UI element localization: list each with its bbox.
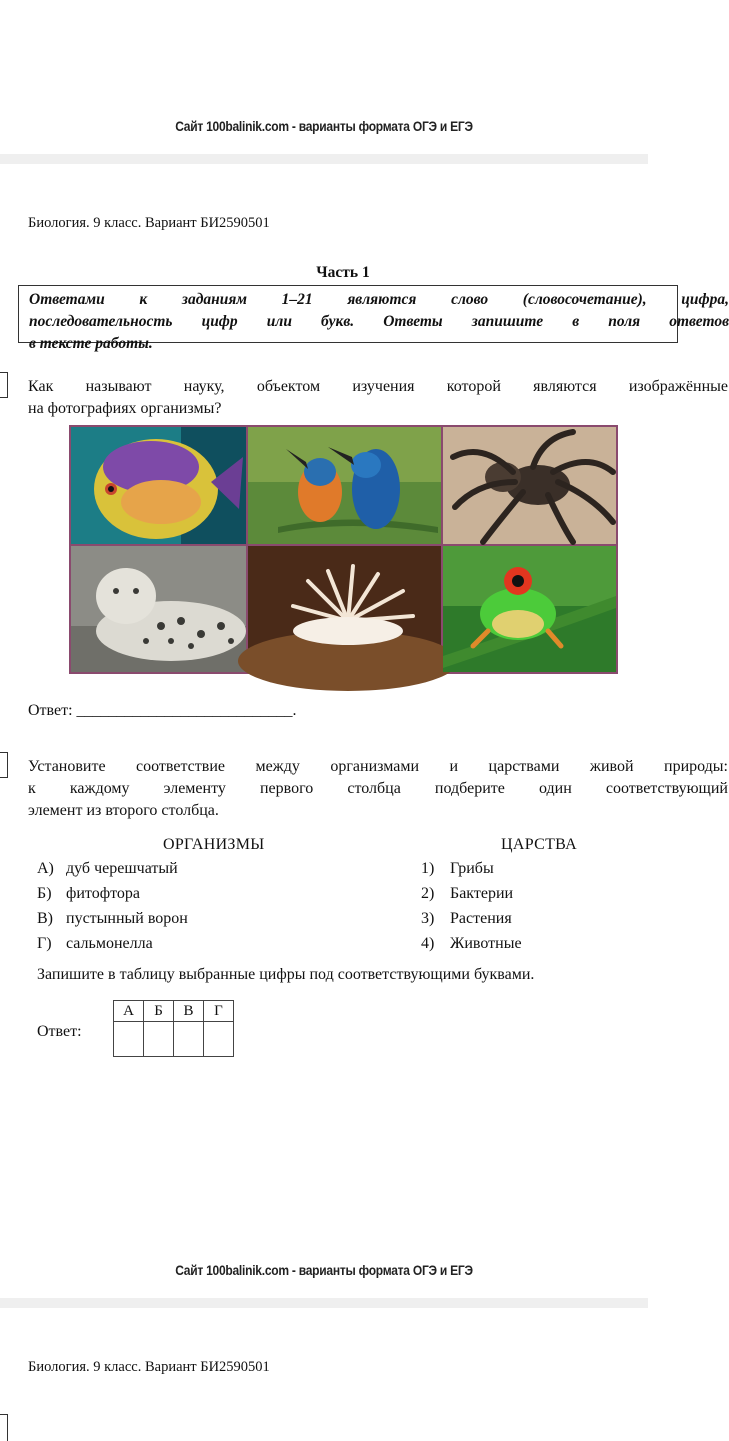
answer-table bbox=[113, 1000, 234, 1057]
question-1-number-box bbox=[0, 372, 8, 398]
organism-letter: Г) bbox=[37, 935, 52, 952]
instructions-line-3: в тексте работы. bbox=[29, 335, 153, 352]
kingfisher-photo bbox=[248, 427, 441, 544]
organisms-column-header: ОРГАНИЗМЫ bbox=[163, 836, 265, 853]
kingdom-item bbox=[421, 885, 513, 903]
fish-photo bbox=[71, 427, 246, 544]
organism-text: фитофтора bbox=[66, 885, 140, 902]
site-banner: Сайт 100balinik.com - варианты формата ОГЭ и ЕГЭ bbox=[175, 118, 473, 134]
page-header: Биология. 9 класс. Вариант БИ2590501 bbox=[28, 215, 270, 231]
kingdom-text: Растения bbox=[450, 910, 512, 927]
question-2-line-3: элемент из второго столбца. bbox=[28, 802, 219, 819]
question-2-text bbox=[28, 756, 728, 822]
kingdom-text: Грибы bbox=[450, 860, 494, 877]
kingdom-item bbox=[421, 910, 512, 928]
table-header-v: В bbox=[174, 1001, 204, 1022]
answer-cell-a[interactable] bbox=[114, 1022, 144, 1057]
question-2-number-box bbox=[0, 752, 8, 778]
instructions-line-1: Ответами к заданиям 1–21 являются слово (словосочетание), цифра, bbox=[29, 291, 729, 308]
kingdom-item bbox=[421, 860, 494, 878]
instructions-box bbox=[18, 285, 729, 352]
organism-text: дуб черешчатый bbox=[66, 860, 178, 877]
organism-letter: В) bbox=[37, 910, 53, 927]
organism-item bbox=[37, 860, 178, 878]
answer-cell-b[interactable] bbox=[144, 1022, 174, 1057]
kingdom-number: 1) bbox=[421, 860, 435, 877]
organism-text: сальмонелла bbox=[66, 935, 153, 952]
kingdom-item bbox=[421, 935, 522, 953]
sea-slug-photo bbox=[248, 546, 441, 672]
organism-item bbox=[37, 910, 188, 928]
question-2-line-1: Установите соответствие между организмами и царствами живой природы: bbox=[28, 758, 728, 775]
kingdom-text: Животные bbox=[450, 935, 522, 952]
question-2-line-2: к каждому элементу первого столбца подберите один соответствующий bbox=[28, 780, 728, 797]
page-gap bbox=[0, 154, 648, 164]
answer-cell-v[interactable] bbox=[174, 1022, 204, 1057]
question-1-line-1: Как называют науку, объектом изучения которой являются изображённые bbox=[28, 378, 728, 395]
part-title: Часть 1 bbox=[316, 264, 370, 281]
kingdom-number: 2) bbox=[421, 885, 435, 902]
page-gap-bottom bbox=[0, 1298, 648, 1308]
organism-letter: Б) bbox=[37, 885, 52, 902]
table-header-b: Б bbox=[144, 1001, 174, 1022]
tarantula-photo bbox=[443, 427, 616, 544]
next-question-box-edge bbox=[0, 1414, 8, 1441]
answer-cell-g[interactable] bbox=[204, 1022, 234, 1057]
kingdom-text: Бактерии bbox=[450, 885, 514, 902]
organism-photo-grid bbox=[69, 425, 618, 674]
tree-frog-photo bbox=[443, 546, 616, 672]
kingdom-number: 3) bbox=[421, 910, 435, 927]
question-1-answer-line[interactable]: Ответ: ___________________________. bbox=[28, 702, 297, 719]
organism-letter: А) bbox=[37, 860, 54, 877]
instructions-line-2: последовательность цифр или букв. Ответы запишите в поля ответов bbox=[29, 313, 729, 330]
organism-item bbox=[37, 935, 153, 953]
question-1-line-2: на фотографиях организмы? bbox=[28, 400, 222, 417]
table-header-a: А bbox=[114, 1001, 144, 1022]
snow-leopard-photo bbox=[71, 546, 246, 672]
table-instruction: Запишите в таблицу выбранные цифры под соответствующими буквами. bbox=[37, 966, 535, 983]
question-1-text bbox=[28, 376, 728, 420]
organism-text: пустынный ворон bbox=[66, 910, 188, 927]
footer-site-banner: Сайт 100balinik.com - варианты формата ОГЭ и ЕГЭ bbox=[175, 1262, 473, 1278]
table-header-g: Г bbox=[204, 1001, 234, 1022]
next-page-header: Биология. 9 класс. Вариант БИ2590501 bbox=[28, 1359, 270, 1375]
organism-item bbox=[37, 885, 140, 903]
kingdoms-column-header: ЦАРСТВА bbox=[501, 836, 577, 853]
kingdom-number: 4) bbox=[421, 935, 435, 952]
answer-label: Ответ: bbox=[37, 1023, 82, 1040]
